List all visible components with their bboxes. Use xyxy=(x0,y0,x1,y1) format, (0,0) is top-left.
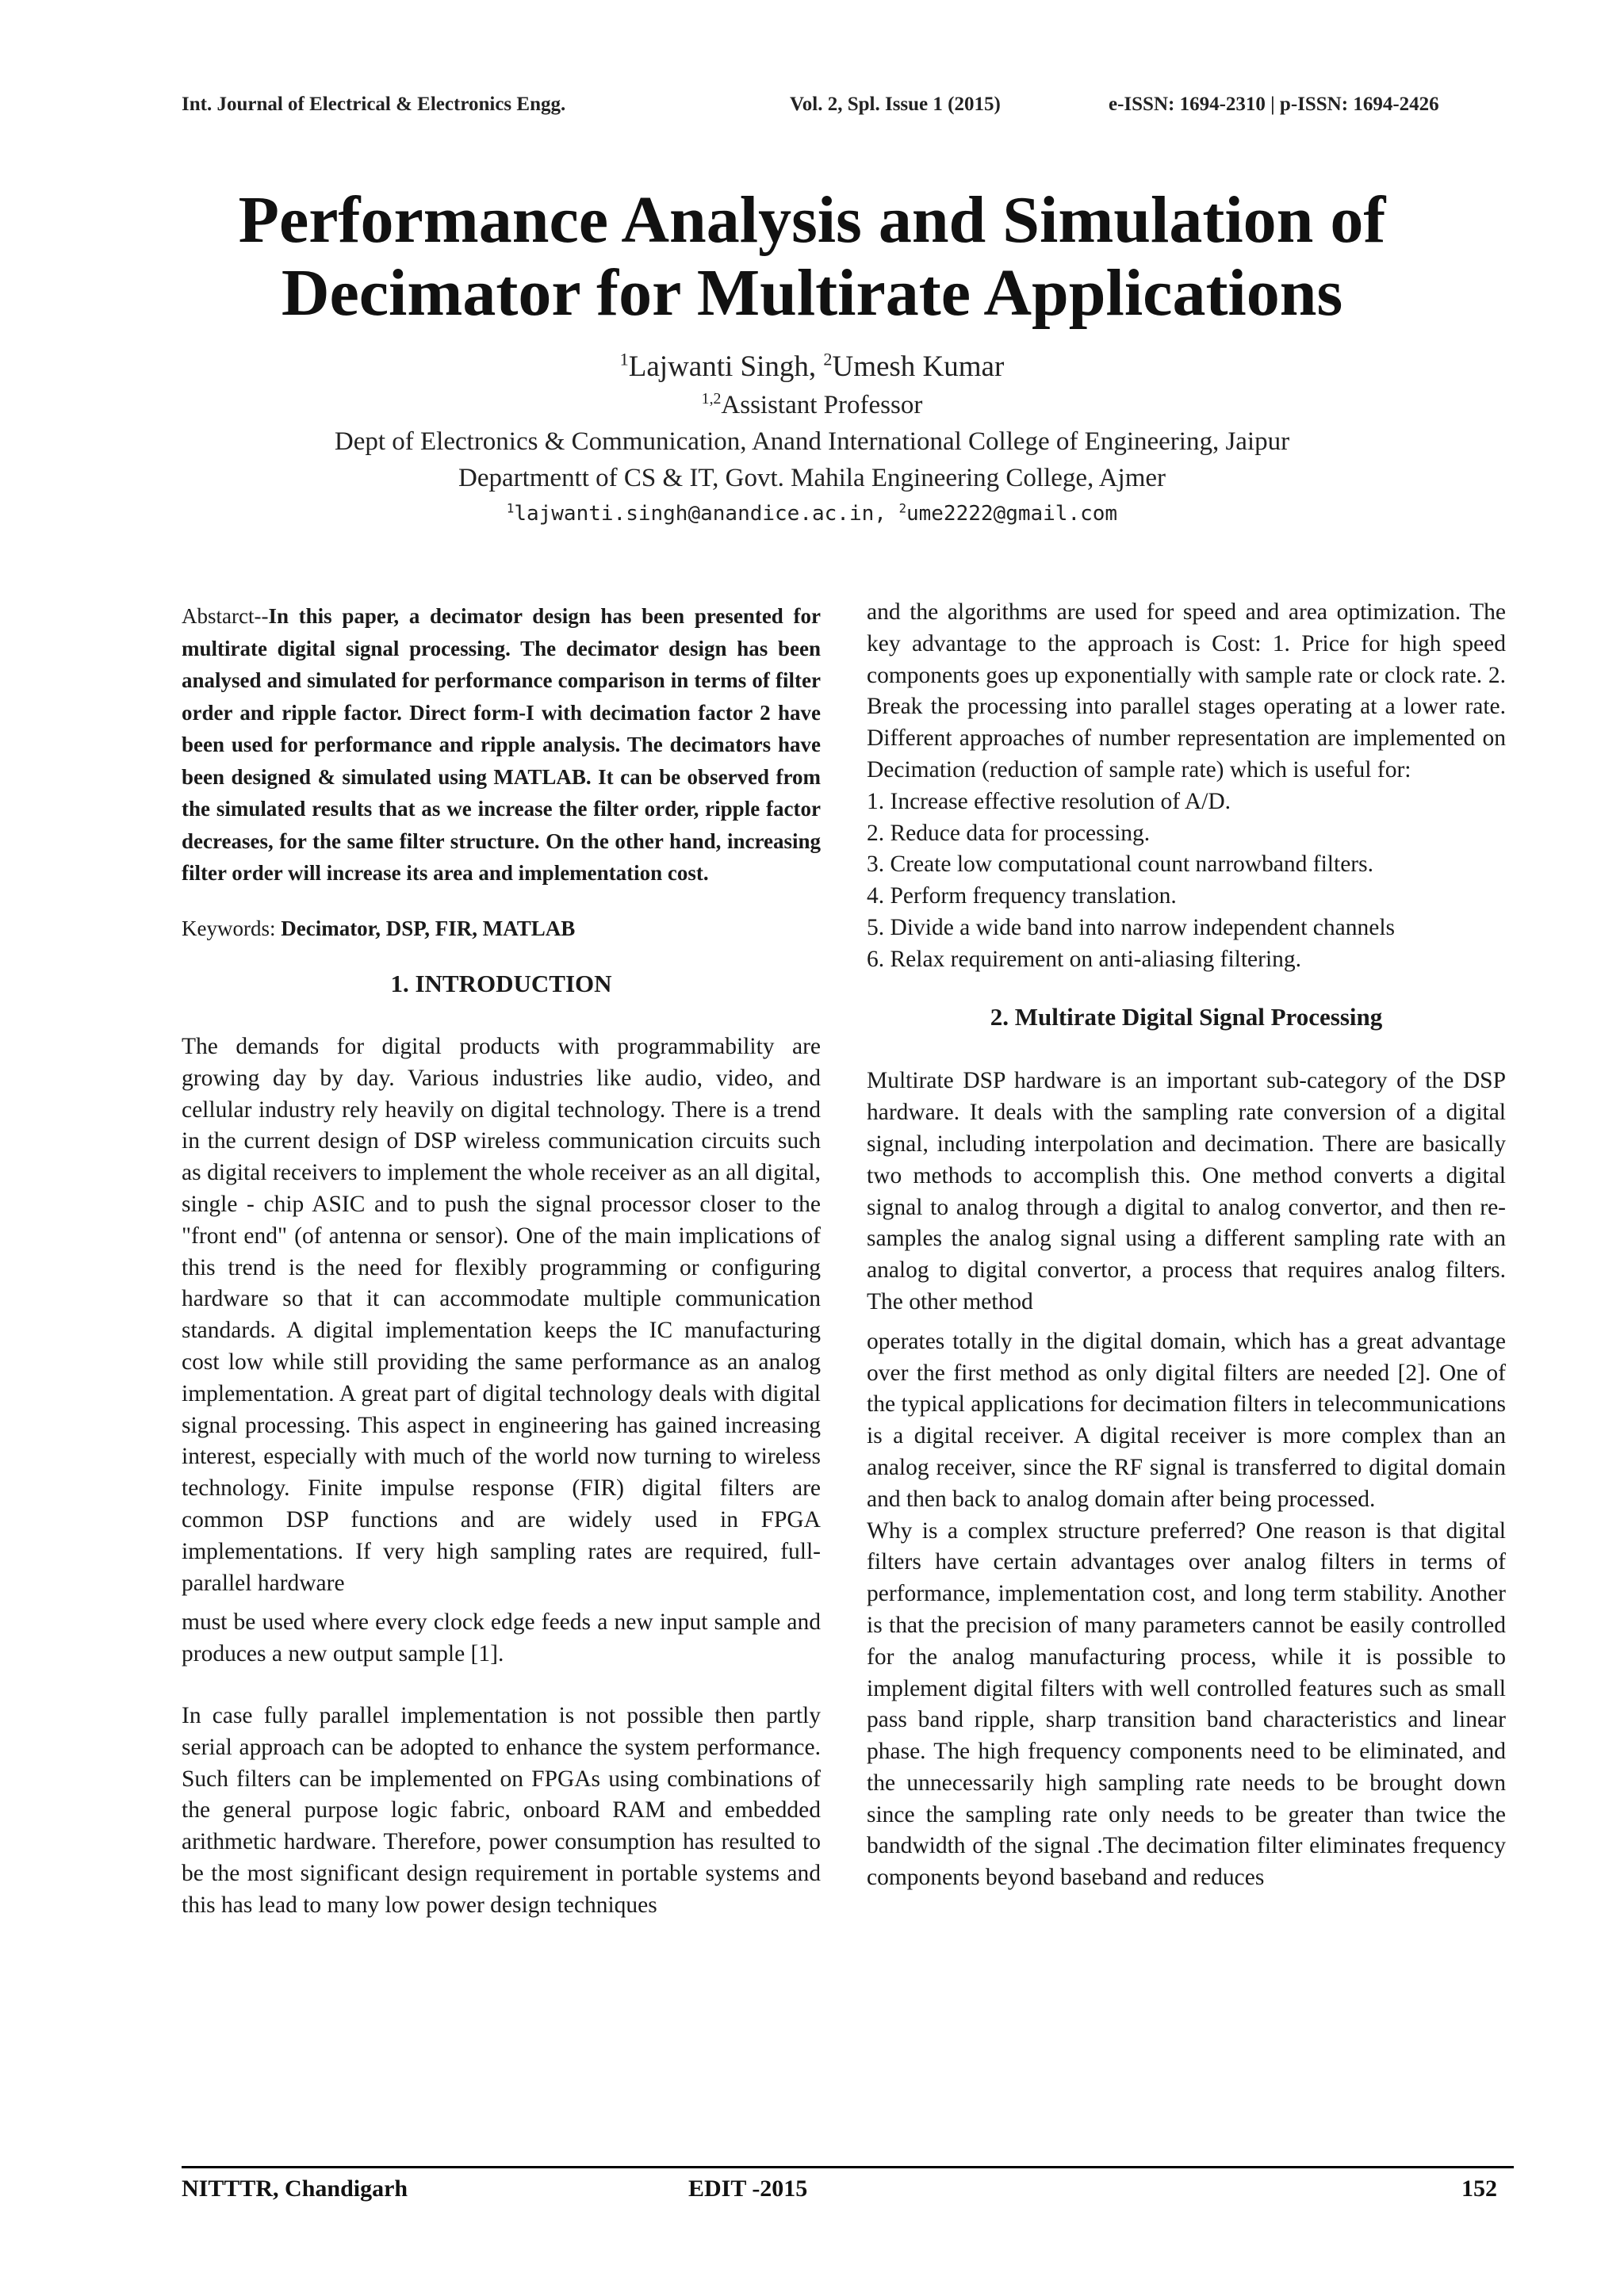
role-sup: 1,2 xyxy=(701,390,722,408)
intro-paragraph-2: must be used where every clock edge feeds a new input sample and produces a new output sample [1]. xyxy=(182,1609,821,1667)
keywords-value: Decimator, DSP, FIR, MATLAB xyxy=(281,916,576,940)
footer-edition: EDIT -2015 xyxy=(688,2175,808,2202)
abstract xyxy=(182,600,821,890)
title-line-2: Decimator for Multirate Applications xyxy=(281,256,1343,330)
decimation-uses-list xyxy=(867,786,1506,976)
footer-institution: NITTTR, Chandigarh xyxy=(182,2175,408,2202)
issn-info: e-ISSN: 1694-2310 | p-ISSN: 1694-2426 xyxy=(1109,94,1439,115)
list-item: 5. Divide a wide band into narrow independent channels xyxy=(867,914,1396,940)
author1-name: Lajwanti Singh, xyxy=(628,350,824,383)
email1-sup: 1 xyxy=(506,501,515,516)
author2-name: Umesh Kumar xyxy=(832,350,1005,383)
list-item: 1. Increase effective resolution of A/D. xyxy=(867,788,1231,814)
right-column xyxy=(867,597,1506,1894)
multirate-paragraph-2: operates totally in the digital domain, which has a great advantage over the first method as only digital filters are needed [2]. One of the typical applications for decimation filters in telecommunications is a digital receiver. A digital receiver is more complex than an analog receiver, since the RF signal is transferred to digital domain and then back to analog domain after being processed. xyxy=(867,1328,1506,1512)
page-footer xyxy=(0,2175,1624,2207)
keywords xyxy=(182,913,821,945)
role-text: Assistant Professor xyxy=(721,391,923,419)
abstract-text: In this paper, a decimator design has been presented for multirate digital signal processing. The decimator design has been analysed and simulated for performance comparison in terms of filter order and ripple factor. Direct form-I with decimation factor 2 have been used for performance and ripple analysis. The decimators have been designed & simulated using MATLAB. It can be observed from the simulated results that as we increase the filter order, ripple factor decreases, for the same filter structure. On the other hand, increasing filter order will increase its area and implementation cost. xyxy=(182,604,821,885)
email2-sup: 2 xyxy=(898,501,906,516)
list-item: 3. Create low computational count narrowband filters. xyxy=(867,851,1373,878)
list-item: 4. Perform frequency translation. xyxy=(867,883,1177,909)
list-item: 2. Reduce data for processing. xyxy=(867,820,1151,846)
page-number: 152 xyxy=(1461,2175,1497,2202)
intro-paragraph-3: In case fully parallel implementation is not possible then partly serial approach can be adopted to enhance the system performance. Such filters can be implemented on FPGAs using combinations of the general purpose logic fabric, onboard RAM and embedded arithmetic hardware. Therefore, power consumption has resulted to be the most significant design requirement in portable systems and this has lead to many low power design techniques xyxy=(182,1703,821,1918)
keywords-label: Keywords: xyxy=(182,916,282,940)
affiliation-2: Departmentt of CS & IT, Govt. Mahila Engineering College, Ajmer xyxy=(458,464,1166,492)
list-item: 6. Relax requirement on anti-aliasing filtering. xyxy=(867,946,1302,972)
running-header xyxy=(0,94,1624,125)
footer-divider xyxy=(182,2166,1514,2168)
email-1[interactable]: lajwanti.singh@anandice.ac.in, xyxy=(514,502,899,526)
multirate-paragraph-3: Why is a complex structure preferred? One reason is that digital filters have certain advantages over analog filters in terms of performance, implementation cost, and long term stability. Another is that the precision of many parameters cannot be easily controlled for the analog manufacturing process, while it is possible to implement digital filters with well controlled features such as small pass band ripple, sharp transition band characteristics and linear phase. The high frequency components need to be eliminated, and the unnecessarily high sampling rate needs to be brought down since the sampling rate only needs to be greater than twice the bandwidth of the signal .The decimation filter eliminates frequency components beyond baseband and reduces xyxy=(867,1517,1506,1891)
author-block xyxy=(0,347,1624,531)
section-1-heading: 1. INTRODUCTION xyxy=(390,970,612,998)
intro-paragraph-1: The demands for digital products with programmability are growing day by day. Various industries like audio, video, and cellular industry rely heavily on digital technology. There is a trend in the current design of DSP wireless communication circuits such as digital receivers to implement the whole receiver as an all digital, single - chip ASIC and to push the signal processor closer to the "front end" (of antenna or sensor). One of the main implications of this trend is the need for flexibly programming or configuring hardware so that it can accommodate multiple communication standards. A digital implementation keeps the IC manufacturing cost low while still providing the same performance as an analog implementation. A great part of digital technology deals with digital signal processing. This aspect in engineering has gained increasing interest, especially with much of the world now turning to wireless technology. Finite impulse response (FIR) digital filters are common DSP functions and are widely used in FPGA implementations. If very high sampling rates are required, full-parallel hardware xyxy=(182,1034,821,1596)
author-emails xyxy=(0,496,1624,531)
left-column xyxy=(182,600,821,1922)
author2-sup: 2 xyxy=(823,349,833,369)
title-line-1: Performance Analysis and Simulation of xyxy=(238,183,1386,257)
volume-info: Vol. 2, Spl. Issue 1 (2015) xyxy=(790,94,1001,115)
multirate-paragraph-1: Multirate DSP hardware is an important sub-category of the DSP hardware. It deals with the sampling rate conversion of a digital signal, including interpolation and decimation. There are basically two methods to accomplish this. One method converts a digital signal to analog through a digital to analog convertor, and then re-samples the analog signal using a different sampling rate with an analog to digital convertor, a process that requires analog filters. The other method xyxy=(867,1068,1506,1314)
journal-name: Int. Journal of Electrical & Electronics Engg. xyxy=(182,94,566,115)
intro-continuation: and the algorithms are used for speed and area optimization. The key advantage to the approach is Cost: 1. Price for high speed components goes up exponentially with sample rate or clock rate. 2. Break the processing into parallel stages operating at a lower rate. Different approaches of number representation are implemented on Decimation (reduction of sample rate) which is useful for: xyxy=(867,599,1506,783)
paper-title xyxy=(0,184,1624,330)
email-2[interactable]: ume2222@gmail.com xyxy=(906,502,1118,526)
section-2-heading: 2. Multirate Digital Signal Processing xyxy=(990,1002,1383,1031)
author-role xyxy=(0,387,1624,423)
affiliation-1: Dept of Electronics & Communication, Anand International College of Engineering, Jaipur xyxy=(334,427,1290,456)
author-names xyxy=(0,347,1624,387)
author1-sup: 1 xyxy=(619,349,629,369)
abstract-label: Abstarct-- xyxy=(182,604,269,628)
